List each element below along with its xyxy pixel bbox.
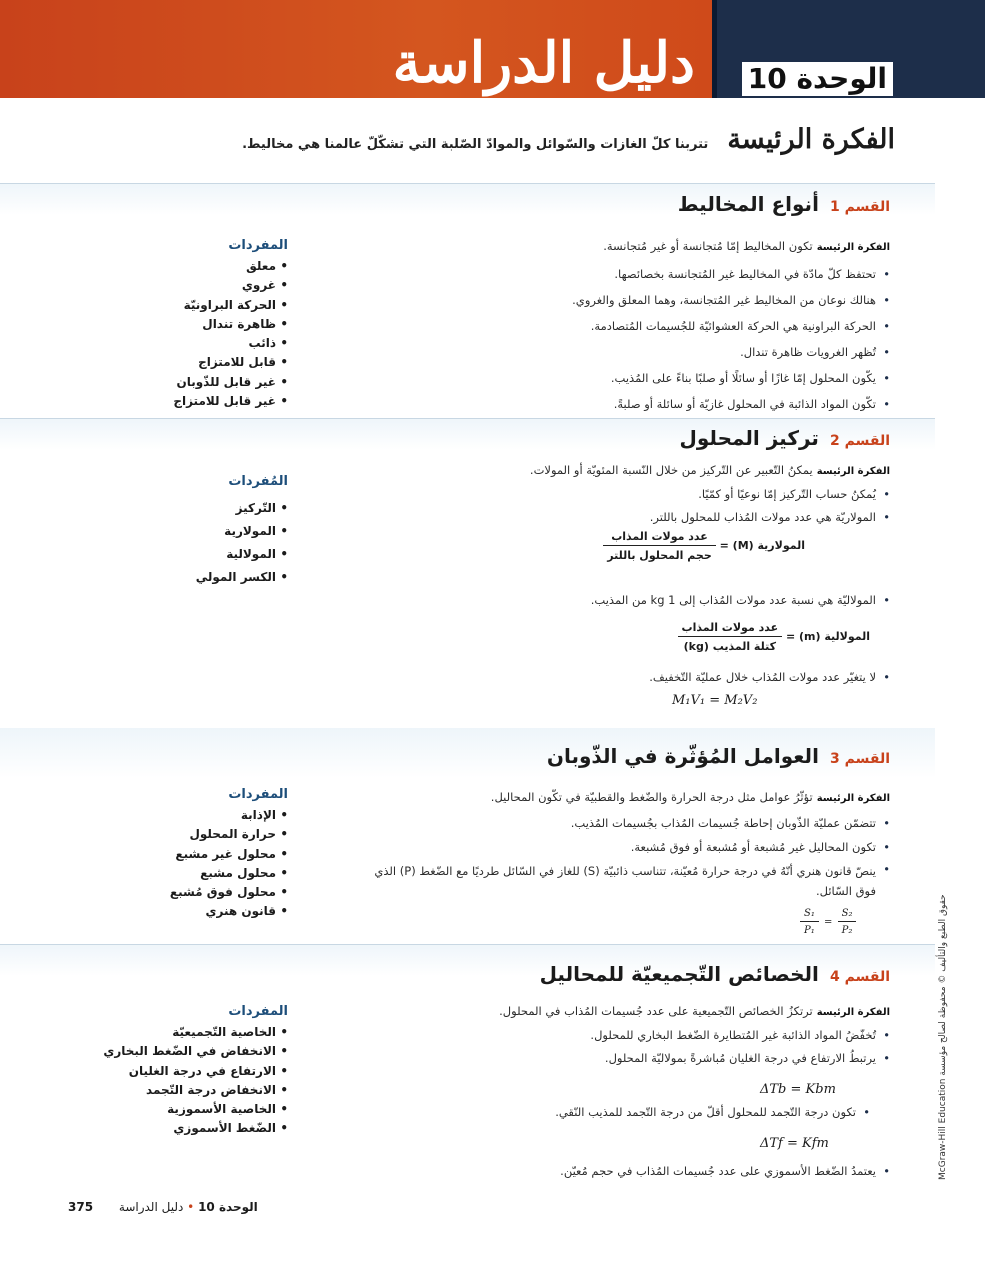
vocab-item: • المولالية [196,543,288,566]
section-2-divider [0,418,935,419]
list-item: • ينصّ قانون هنري أنّهُ في درجة حرارة مُعيّنة، تتناسب ذائبيّة (S) للغاز في السّائل طرديًا مع الضّغط (P) الذي فوق السّائل. [370,859,890,901]
vocab-item: • المولارية [196,520,288,543]
vocab-item: • قانون هنري [170,902,288,921]
section-1-heading [678,192,890,216]
list-item: • تُخفّضُ المواد الذائبة غير المُتطايرة الضّغط البخاري للمحلول. [410,1024,890,1047]
page-footer [68,1200,258,1214]
henry-p2: P₂ [841,925,853,936]
section-3-vocab [170,787,288,922]
boiling-point-equation: ΔTb = Kbm [760,1082,836,1097]
section-4-content-b [390,1101,870,1124]
main-idea [370,785,890,811]
list-item: • هنالك نوعان من المخاليط غير المُتجانسة، وهما المعلق والغروي. [410,287,890,313]
henry-equation: $\frac{\text{S₁}}{\text{P₁}}$ = $\frac{\text{S₂}}{\text{P₂}}$ [800,908,856,936]
vocab-item: • الكسر المولي [196,566,288,589]
footer-label: دليل الدراسة [118,1200,184,1214]
molarity-numerator: عدد مولات المذاب [603,530,716,546]
section-1-vocab [173,238,288,411]
molarity-lhs: المولارية (M) = [719,539,805,552]
list-item: • الحركة البراونية هي الحركة العشوائيّة للجُسيمات المُتصادمة. [410,313,890,339]
main-idea-text: تكون المخاليط إمّا مُتجانسة أو غير مُتجانسة. [603,239,813,253]
main-idea [410,1000,890,1024]
vocab-item: • التّركيز [196,497,288,520]
section-1-number: القسم 1 [830,199,890,215]
list-item: • يكّون المحلول إمّا غازًا أو سائلًا أو صلبًا بناءً على المُذيب. [410,365,890,391]
henry-fraction-2 [838,908,857,936]
list-item: • تكّون المواد الذائبة في المحلول غازيّة أو سائلة أو صلبةً. [410,391,890,417]
section-4-title: الخصائص التّجميعيّة للمحاليل [539,962,819,986]
section-2-title: تركيز المحلول [679,426,819,450]
big-idea-label: الفكرة الرئيسة [727,124,895,155]
molality-fraction [678,621,783,653]
list-item: • يعتمدُ الضّغط الأسموزي على عدد جُسيمات المُذاب في حجم مُعيّن. [410,1160,890,1183]
list-item: • المولاريّة هي عدد مولات المُذاب للمحلول باللتر. [410,506,890,529]
section-3-content [370,785,890,901]
section-2-content [410,459,890,529]
vocab-item: • الانخفاض في الضّغط البخاري [103,1042,288,1061]
vocab-item: • غير قابل للامتزاج [173,392,288,411]
molality-formula [678,621,870,653]
section-1-divider [0,183,935,184]
main-idea-label: الفكرة الرئيسة [816,793,890,804]
page-number: 375 [68,1200,94,1214]
vocab-item: • الخاصية التّجميعيّة [103,1023,288,1042]
section-4-divider [0,944,935,945]
section-2-content-c [410,666,890,689]
freezing-point-equation: ΔTf = Kfm [760,1136,829,1151]
vocab-item: • غير قابل للذّوبان [173,373,288,392]
molarity-formula [603,530,805,562]
section-2-content-b [410,589,890,612]
vocab-item: • محلول مشبع [170,864,288,883]
main-idea-text: تؤثّرُ عوامل مثل درجة الحرارة والضّغط والقطبيّة في تكّون المحاليل. [490,790,813,804]
vocab-item: • الارتفاع في درجة الغليان [103,1062,288,1081]
vocab-title: المفردات [228,238,288,253]
vocab-item: • الانخفاض درجة التّجمد [103,1081,288,1100]
vocab-item: • ظاهرة تندال [173,315,288,334]
vocab-item: • الحركة البراونيّة [173,296,288,315]
section-4-vocab [103,1004,288,1139]
section-1-title: أنواع المخاليط [677,192,819,216]
vocab-item: • الضّغط الأسموزي [103,1119,288,1138]
vocab-title: المفردات [228,1004,288,1019]
list-item: • لا يتغيّر عدد مولات المُذاب خلال عمليّة التّخفيف. [410,666,890,689]
molarity-denominator: حجم المحلول باللتر [607,549,712,562]
copyright-side [938,840,954,1180]
section-3-title: العوامل المُؤثّرة في الذّوبان [546,744,819,768]
vocab-item: • معلق [173,257,288,276]
vocab-item: • محلول غير مشبع [170,845,288,864]
molality-denominator: كتلة المذيب (kg) [683,640,776,653]
vocab-item: • غروي [173,276,288,295]
vocab-title: المفردات [228,787,288,802]
henry-fraction-1 [800,908,819,936]
list-item: • يرتبطُ الارتفاع في درجة الغليان مُباشرةً بمولاليّة المحلول. [410,1047,890,1070]
vocab-item: • ذائب [173,334,288,353]
main-idea-text: ترتكزُ الخصائص التّجميعية على عدد جُسيمات المُذاب في المحلول. [499,1004,813,1018]
list-item: • تكون المحاليل غير مُشبعة أو مُشبعة أو فوق مُشبعة. [370,835,890,859]
vocab-item: • الإذابة [170,806,288,825]
big-idea-text: تتربنا كلّ الغازات والسّوائل والموادّ الصّلبة التي تشكّلّ عالمنا هي مخاليط. [242,137,709,152]
vocab-item: • الخاصية الأسموزية [103,1100,288,1119]
big-idea [242,124,895,155]
vocab-title: المُفردات [228,474,288,489]
vocab-item: • قابل للامتزاج [173,353,288,372]
copyright-text: McGraw-Hill Education حقوق الطبع والتأليف © محفوظة لصالح مؤسسة [938,894,948,1180]
unit-label: الوحدة 10 [742,62,893,96]
section-2-vocab [196,470,288,589]
page-title: دليل الدراسة [392,30,695,96]
section-1-content [410,233,890,417]
vocab-item: • محلول فوق مُشبع [170,883,288,902]
main-idea [410,459,890,483]
henry-s1: S₁ [800,908,819,922]
main-idea-text: يمكنُ التّعبير عن التّركيز من خلال النّسبة المئويّة أو المولات. [529,463,813,477]
footer-label-group: الوحدة 10 • دليل الدراسة [118,1200,258,1214]
footer-unit: الوحدة 10 [198,1200,258,1214]
henry-p1: P₁ [804,925,815,936]
section-4-content [410,1000,890,1070]
section-4-content-c [410,1160,890,1183]
section-2-heading [680,426,890,450]
list-item: • يُمكنُ حساب التّركيز إمّا نوعيًا أو كمّيًا. [410,483,890,506]
section-2-number: القسم 2 [830,433,890,449]
henry-s2: S₂ [838,908,857,922]
section-4-heading [540,962,890,986]
list-item: • تكون درجة التّجمد للمحلول أقلّ من درجة التّجمد للمذيب النّقي. [390,1101,870,1124]
main-idea [410,233,890,261]
molality-lhs: المولالية (m) = [785,630,870,643]
list-item: • تتضمّن عمليّة الذّوبان إحاطة جُسيمات المُذاب بجُسيمات المُذيب. [370,811,890,835]
molality-numerator: عدد مولات المذاب [678,621,783,637]
molarity-fraction [603,530,716,562]
dilution-equation: M₁V₁ = M₂V₂ [672,693,758,708]
main-idea-label: الفكرة الرئيسة [816,466,890,477]
section-3-heading [547,744,890,768]
list-item: • المولاليّة هي نسبة عدد مولات المُذاب إلى 1 kg من المذيب. [410,589,890,612]
list-item: • تحتفظ كلّ مادّة في المخاليط غير المُتجانسة بخصائصها. [410,261,890,287]
vocab-item: • حرارة المحلول [170,825,288,844]
main-idea-label: الفكرة الرئيسة [816,1007,890,1018]
section-4-number: القسم 4 [830,969,890,985]
section-3-number: القسم 3 [830,751,890,767]
list-item: • تُظهر الغرويات ظاهرة تندال. [410,339,890,365]
main-idea-label: الفكرة الرئيسة [816,242,890,253]
